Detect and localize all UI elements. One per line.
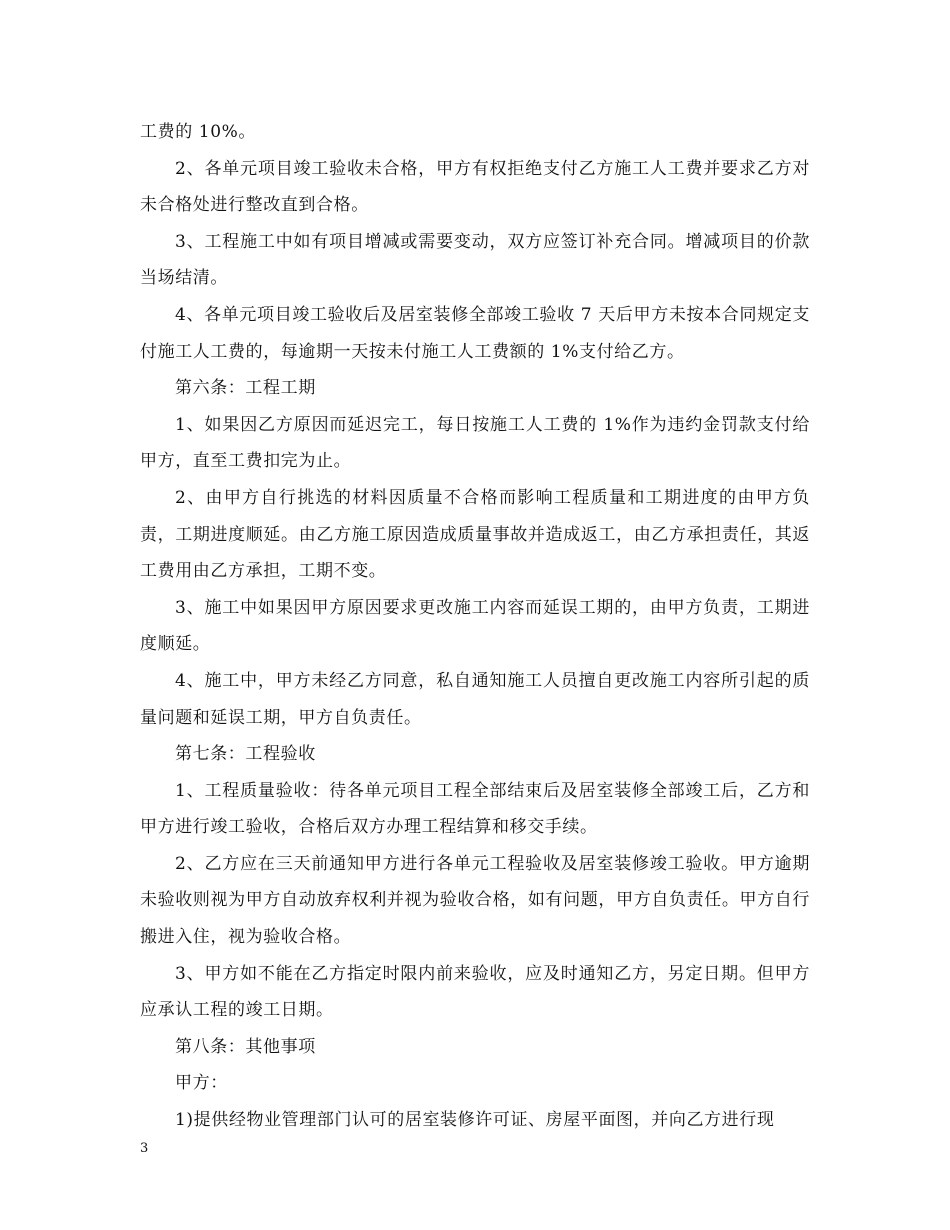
section-heading-7: 第七条：工程验收 bbox=[175, 744, 316, 765]
paragraph-9: 1、工程质量验收：待各单元项目工程全部结束后及居室装修全部竣工后，乙方和甲方进行竣工验收，合格后双方办理工程结算和移交手续。 bbox=[140, 780, 810, 838]
paragraph-11: 3、甲方如不能在乙方指定时限内前来验收，应及时通知乙方，另定日期。但甲方应承认工程的竣工日期。 bbox=[140, 963, 810, 1021]
paragraph-3: 3、工程施工中如有项目增减或需要变动，双方应签订补充合同。增减项目的价款当场结清。 bbox=[140, 231, 810, 289]
party-a-label: 甲方： bbox=[175, 1073, 228, 1094]
document-body bbox=[140, 114, 810, 1139]
paragraph-2: 2、各单元项目竣工验收未合格，甲方有权拒绝支付乙方施工人工费并要求乙方对未合格处进行整改直到合格。 bbox=[140, 158, 810, 216]
paragraph-12: 1)提供经物业管理部门认可的居室装修许可证、房屋平面图，并向乙方进行现 bbox=[175, 1110, 775, 1131]
paragraph-4: 4、各单元项目竣工验收后及居室装修全部竣工验收 7 天后甲方未按本合同规定支付施工人工费的，每逾期一天按未付施工人工费额的 1%支付给乙方。 bbox=[140, 304, 810, 362]
page-number: 3 bbox=[140, 1141, 149, 1156]
section-heading-6: 第六条：工程工期 bbox=[175, 378, 316, 399]
paragraph-10: 2、乙方应在三天前通知甲方进行各单元工程验收及居室装修竣工验收。甲方逾期未验收则视为甲方自动放弃权利并视为验收合格，如有问题，甲方自负责任。甲方自行搬进入住，视为验收合格。 bbox=[140, 853, 810, 948]
paragraph-7: 3、施工中如果因甲方原因要求更改施工内容而延误工期的，由甲方负责，工期进度顺延。 bbox=[140, 597, 810, 655]
paragraph-5: 1、如果因乙方原因而延迟完工，每日按施工人工费的 1%作为违约金罚款支付给甲方，直至工费扣完为止。 bbox=[140, 414, 810, 472]
paragraph-1: 工费的 10%。 bbox=[140, 122, 256, 142]
paragraph-8: 4、施工中，甲方未经乙方同意，私自通知施工人员擅自更改施工内容所引起的质量问题和延误工期，甲方自负责任。 bbox=[140, 670, 810, 728]
paragraph-6: 2、由甲方自行挑选的材料因质量不合格而影响工程质量和工期进度的由甲方负责，工期进度顺延。由乙方施工原因造成质量事故并造成返工，由乙方承担责任，其返工费用由乙方承担，工期不变。 bbox=[140, 487, 810, 582]
section-heading-8: 第八条：其他事项 bbox=[175, 1036, 316, 1057]
